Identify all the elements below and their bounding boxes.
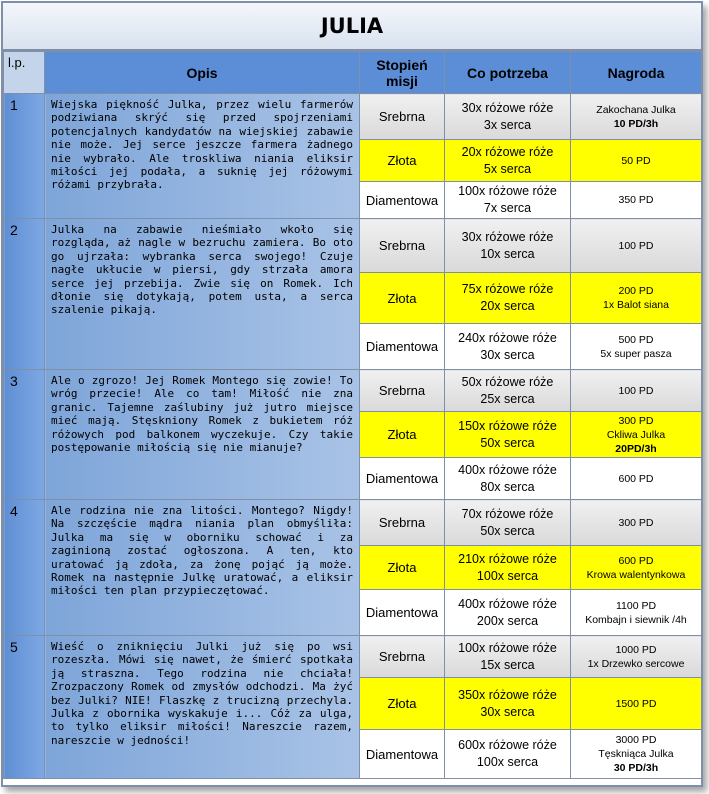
reward-line: 1100 PD [615,599,657,612]
mission-description: Ale rodzina nie zna litości. Montego? Nigdy! Na szczęście mądra niania plan obmyśliła: Julka ma się w oborniku schować i za zaginioną zostać ogłoszona. A ten, kto uratować ją zdoła, za żonę pojąć ją może. Romek na następnie Julkę uratować, a eliksir miłości ten plan przypieczętować. [45,500,360,636]
reward-line: 300 PD [618,516,654,529]
requirement-line: 30x serca [480,347,535,362]
requirement-line: 350x różowe róże [458,687,557,702]
reward-line: 50 PD [621,154,651,167]
mission-requirements [445,546,571,590]
requirement-line: 100x różowe róże [458,184,557,198]
reward-line: Tęskniąca Julka [598,748,674,760]
header-stopien-line1: Stopień [376,56,428,73]
mission-requirements [445,730,571,779]
reward-line: 1x Balot siana [603,299,669,311]
mission-reward [571,730,702,779]
reward-line: Kombajn i siewnik /4h [585,613,687,626]
requirement-line: 30x różowe róże [461,229,554,244]
page-title: JULIA [3,3,701,51]
row-number: 4 [4,500,45,636]
requirement-line: 100x serca [476,568,539,583]
mission-reward [571,370,702,412]
reward-line: 100 PD [618,384,654,397]
reward-bonus: 20PD/3h [615,442,657,455]
requirement-line: 10x serca [480,246,535,261]
reward-line: 500 PD [618,333,654,346]
mission-level: Diamentowa [360,590,445,636]
header-potrzeba: Co potrzeba [445,52,571,94]
mission-requirements [445,219,571,273]
header-stopien-line2: misji [386,72,418,89]
row-number: 1 [4,94,45,219]
mission-reward [571,590,702,636]
row-number: 3 [4,370,45,500]
mission-level: Srebrna [360,500,445,546]
header-stopien [360,52,445,94]
reward-line: 600 PD [618,554,654,567]
mission-level: Złota [360,546,445,590]
mission-reward [571,412,702,458]
mission-requirements [445,636,571,678]
mission-level: Srebrna [360,636,445,678]
requirement-line: 7x serca [483,201,532,215]
mission-level: Diamentowa [360,182,445,219]
requirement-line: 150x różowe róże [458,418,557,433]
mission-reward [571,273,702,324]
requirement-line: 100x różowe róże [458,640,557,655]
mission-description: Wiejska piękność Julka, przez wielu farmerów podziwiana skrýć się przed spojrzeniami potencjalnych kandydatów na wiejskiej zabawie nie może. Jej serce jeszcze farmera żadnego nie wybrało. Ale troskliwa niania eliksir miłości jej podała, a suknię jej różowymi różami przybrała. [45,94,360,219]
reward-line: 3000 PD [615,734,657,746]
header-nagroda: Nagroda [571,52,702,94]
mission-requirements [445,370,571,412]
requirement-line: 5x serca [483,161,532,176]
reward-bonus: 30 PD/3h [613,762,659,774]
requirement-line: 210x różowe róże [458,551,557,566]
header-lp: l.p. [4,52,45,94]
reward-line: 5x super pasza [600,347,672,360]
mission-level: Srebrna [360,370,445,412]
row-number: 5 [4,636,45,779]
mission-description: Wieść o zniknięciu Julki już się po wsi rozeszła. Mówi się nawet, że śmierć spotkała ją straszna. Tego rodzina nie chciała! Zrozpaczony Romek od zmysłów odchodzi. Ma żyć bez Julki? NIE! Flaszkę z trucizną przechyla. Julka z obornika wyskakuje i... Cóż za ulga, to tylko eliksir miłości! Nareszcie razem, nareszcie w jedności! [45,636,360,779]
mission-reward [571,94,702,140]
requirement-line: 240x różowe róże [458,330,557,345]
mission-requirements [445,458,571,500]
requirement-line: 15x serca [480,657,535,672]
table-row [4,370,702,412]
mission-requirements [445,324,571,370]
mission-level: Diamentowa [360,324,445,370]
mission-requirements [445,182,571,219]
requirement-line: 75x różowe róże [461,282,554,296]
reward-line: Zakochana Julka [596,103,676,116]
reward-line: 350 PD [618,194,654,206]
mission-requirements [445,412,571,458]
mission-requirements [445,678,571,730]
mission-requirements [445,94,571,140]
reward-line: 1500 PD [615,697,657,710]
reward-line: 1x Drzewko sercowe [587,657,685,670]
mission-level: Złota [360,140,445,182]
requirement-line: 400x różowe róże [458,596,557,611]
requirement-line: 20x serca [480,299,535,313]
requirement-line: 3x serca [483,117,532,132]
mission-reward [571,678,702,730]
requirement-line: 30x różowe róże [461,100,554,115]
mission-table [3,51,702,779]
requirement-line: 200x serca [476,613,539,628]
header-opis: Opis [45,52,360,94]
mission-table-frame [1,1,703,787]
requirement-line: 70x różowe róże [461,506,554,521]
table-row [4,636,702,678]
mission-level: Złota [360,678,445,730]
requirement-line: 80x serca [480,479,535,494]
mission-reward [571,636,702,678]
requirement-line: 50x różowe róże [461,374,554,389]
requirement-line: 25x serca [480,391,535,406]
mission-requirements [445,140,571,182]
mission-reward [571,219,702,273]
mission-reward [571,458,702,500]
reward-line: 600 PD [618,472,654,485]
requirement-line: 400x różowe róże [458,462,557,477]
reward-line: Krowa walentynkowa [586,568,686,581]
mission-reward [571,140,702,182]
mission-level: Diamentowa [360,458,445,500]
mission-reward [571,546,702,590]
table-row [4,500,702,546]
requirement-line: 50x serca [480,523,535,538]
requirement-line: 20x różowe róże [461,144,554,159]
table-row [4,94,702,140]
reward-line: 300 PD [618,414,654,427]
mission-level: Srebrna [360,94,445,140]
requirement-line: 100x serca [476,755,539,769]
requirement-line: 30x serca [480,704,535,719]
mission-level: Złota [360,412,445,458]
row-number: 2 [4,219,45,370]
table-header-row [4,52,702,94]
mission-requirements [445,500,571,546]
mission-requirements [445,590,571,636]
requirement-line: 50x serca [480,435,535,450]
requirement-line: 600x różowe róże [458,738,557,752]
mission-requirements [445,273,571,324]
table-row [4,219,702,273]
reward-line: 200 PD [618,285,654,297]
reward-line: 1000 PD [615,643,657,656]
mission-level: Złota [360,273,445,324]
reward-bonus: 10 PD/3h [613,117,659,130]
mission-reward [571,500,702,546]
mission-description: Ale o zgrozo! Jej Romek Montego się zowie! To wróg przecie! Ale co tam! Miłość nie zna granic. Tajemne zaślubiny już jutro miejsce mieć mają. Stęskniony Romek z bukietem róż różowych pod balkonem wyczekuje. Czy takie postępowanie miłością się nie mianuje? [45,370,360,500]
reward-line: Ckliwa Julka [606,428,666,441]
mission-description: Julka na zabawie nieśmiało wkoło się rozgląda, aż nagle w bezruchu zamiera. Bo oto go ujrzała: wybranka serca swojego! Czuje nagłe ukłucie w piersi, gdy strzała amora serce jej przebija. Zwie się on Romek. Ich dłonie się dotykają, potem usta, a serca szalenie pikają. [45,219,360,370]
mission-reward [571,324,702,370]
mission-reward [571,182,702,219]
mission-level: Srebrna [360,219,445,273]
reward-line: 100 PD [618,239,654,252]
mission-level: Diamentowa [360,730,445,779]
